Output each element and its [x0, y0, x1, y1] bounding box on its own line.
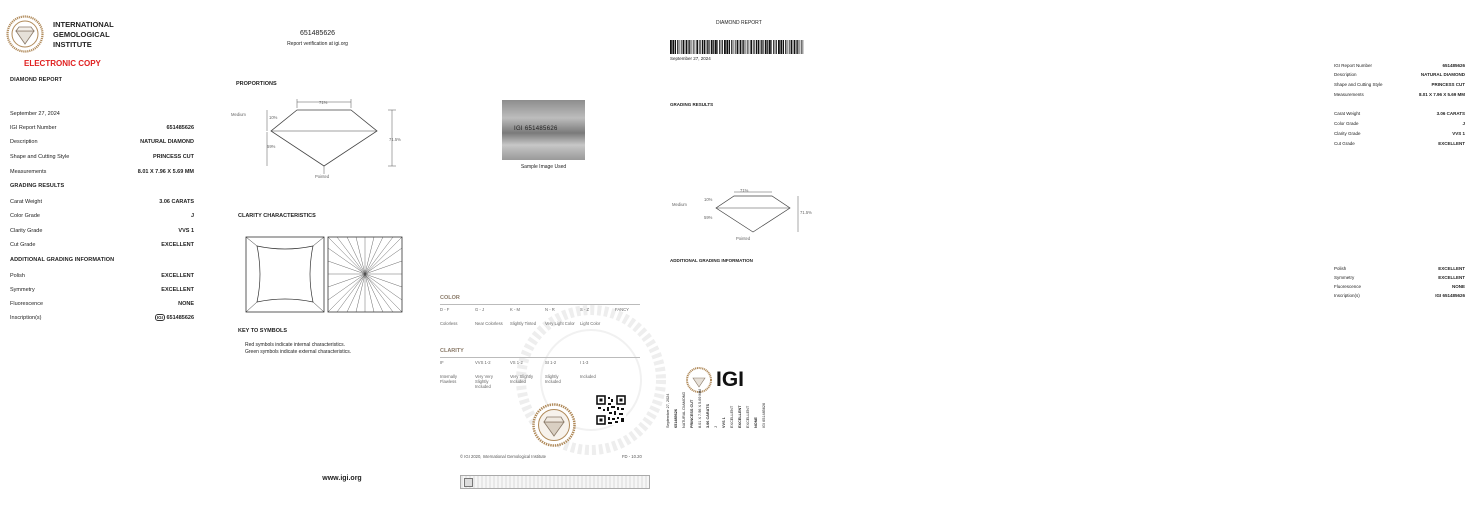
- key-to-symbols-title: KEY TO SYMBOLS: [238, 328, 288, 334]
- right-table-percent: 71%: [740, 188, 749, 193]
- scale-grade: FANCY: [615, 307, 629, 312]
- barcode-bar: [677, 40, 678, 54]
- right-grading-row: [1334, 121, 1465, 128]
- right-girdle-label: Medium: [672, 202, 687, 207]
- row-value: [155, 315, 194, 321]
- right-grading-row: [1334, 111, 1465, 118]
- barcode-bar: [778, 40, 780, 54]
- clarity-characteristics-title: CLARITY CHARACTERISTICS: [238, 213, 316, 219]
- barcode-bar: [765, 40, 767, 54]
- scale-description: Included: [580, 374, 596, 379]
- row-label: Inscription(s): [1334, 293, 1360, 298]
- grading-row: [10, 213, 194, 221]
- org-name-line2: GEMOLOGICAL: [53, 30, 110, 39]
- scale-grade: S - Z: [580, 307, 590, 312]
- scale-description: Near Colorless: [475, 321, 503, 326]
- clarity-plot-pavilion: [327, 236, 403, 313]
- row-label: Clarity Grade: [10, 228, 43, 234]
- rotated-summary-text: PRINCESS CUT: [690, 399, 694, 428]
- scale-grade: I 1-3: [580, 360, 589, 365]
- row-value: NONE: [1451, 284, 1465, 289]
- row-value: VVS 1: [1452, 131, 1465, 136]
- scale-description: Colorless: [440, 321, 458, 326]
- row-label: Inscription(s): [10, 315, 42, 321]
- row-value: EXCELLENT: [1438, 275, 1465, 280]
- right-additional-row: [1334, 293, 1465, 300]
- row-value: EXCELLENT: [1438, 141, 1465, 146]
- barcode-bar: [776, 40, 777, 54]
- website-url: www.igi.org: [322, 475, 362, 482]
- barcode-bar: [717, 40, 718, 54]
- barcode-bar: [729, 40, 730, 54]
- barcode-bar: [747, 40, 748, 54]
- barcode-bar: [681, 40, 682, 54]
- clarity-plot-crown: [245, 236, 325, 313]
- right-info-row: [1334, 72, 1465, 79]
- barcode-bar: [683, 40, 685, 54]
- row-label: Fluorescence: [1334, 284, 1362, 289]
- barcode-bar: [689, 40, 690, 54]
- rotated-summary-text: VVS 1: [722, 417, 726, 428]
- sample-inscription-text: IGI 651485626: [514, 126, 558, 132]
- barcode-bar: [715, 40, 717, 54]
- right-grading-row: [1334, 141, 1465, 148]
- form-code: FD - 10.20: [622, 454, 642, 459]
- barcode-bar: [753, 40, 754, 54]
- row-value: VVS 1: [178, 228, 194, 234]
- pavilion-percent: 59%: [267, 144, 276, 149]
- barcode-bar: [724, 40, 726, 54]
- barcode-bar: [769, 40, 771, 54]
- key-line-green: Green symbols indicate external characteristics.: [245, 349, 352, 355]
- barcode-bar: [743, 40, 744, 54]
- row-value: J: [190, 213, 194, 219]
- barcode-bar: [672, 40, 674, 54]
- igi-seal-logo: [6, 15, 44, 53]
- barcode-bar: [702, 40, 703, 54]
- barcode-bar: [758, 40, 760, 54]
- barcode-bar: [731, 40, 732, 54]
- crown-percent: 10%: [269, 115, 278, 120]
- scale-description: Light Color: [580, 321, 601, 326]
- rotated-summary-text: IGI 651485626: [762, 402, 766, 428]
- barcode-bar: [771, 40, 772, 54]
- additional-row: [10, 301, 194, 309]
- barcode-bar: [692, 40, 693, 54]
- barcode-bar: [713, 40, 714, 54]
- row-label: Shape and Cutting Style: [1334, 82, 1383, 87]
- row-label: Symmetry: [1334, 275, 1355, 280]
- scale-description: Very Very Slightly Included: [475, 374, 493, 389]
- row-label: Color Grade: [1334, 121, 1359, 126]
- barcode-bar: [780, 40, 782, 54]
- row-label: Clarity Grade: [1334, 131, 1361, 136]
- clarity-scale-line: [440, 357, 640, 358]
- right-report-title: DIAMOND REPORT: [716, 20, 762, 26]
- barcode-bar: [693, 40, 694, 54]
- barcode-bar: [688, 40, 689, 54]
- barcode-bar: [707, 40, 708, 54]
- row-value: 651485626: [166, 125, 194, 131]
- scale-grade: IF: [440, 360, 444, 365]
- grading-row: [10, 228, 194, 236]
- grading-row: [10, 199, 194, 207]
- barcode-bar: [756, 40, 757, 54]
- report-title: DIAMOND REPORT: [10, 77, 63, 83]
- barcode-bar: [726, 40, 728, 54]
- row-value: 3.06 CARATS: [1436, 111, 1465, 116]
- igi-logo-text: IGI: [716, 368, 745, 391]
- info-row: [10, 154, 194, 162]
- right-additional-title: ADDITIONAL GRADING INFORMATION: [670, 258, 753, 263]
- barcode-bar: [708, 40, 709, 54]
- scale-grade: SI 1-2: [545, 360, 557, 365]
- row-value: 8.01 X 7.96 X 5.69 MM: [137, 169, 194, 175]
- key-line-red: Red symbols indicate internal characteristics.: [245, 342, 346, 348]
- scale-description: Slightly Included: [545, 374, 561, 384]
- culet-label: Pointed: [315, 174, 330, 179]
- row-value: NATURAL DIAMOND: [140, 139, 194, 145]
- barcode-bar: [742, 40, 743, 54]
- left-panel: [0, 0, 205, 506]
- inscription-number: 651485626: [166, 315, 194, 321]
- row-label: Description: [1334, 72, 1357, 77]
- barcode-bar: [735, 40, 736, 54]
- row-label: Carat Weight: [10, 199, 42, 205]
- right-grading-title: GRADING RESULTS: [670, 102, 714, 107]
- row-label: Description: [10, 139, 38, 145]
- right-info-row: [1334, 82, 1465, 89]
- right-depth-percent: 71.5%: [800, 210, 812, 215]
- scales-panel: [436, 285, 658, 500]
- row-label: Measurements: [1334, 92, 1364, 97]
- row-label: Cut Grade: [1334, 141, 1355, 146]
- depth-percent: 71.5%: [389, 137, 401, 142]
- rotated-summary-text: EXCELLENT: [738, 405, 742, 428]
- scale-description: Internally Flawless: [440, 374, 457, 384]
- rotated-summary-text: September 27, 2024: [666, 393, 670, 428]
- row-value: 651485626: [1442, 63, 1465, 68]
- inscription-prefix: IGI: [156, 315, 163, 320]
- qr-code: [596, 395, 626, 425]
- barcode-bar: [761, 40, 762, 54]
- row-value: EXCELLENT: [161, 273, 194, 279]
- row-value: PRINCESS CUT: [153, 154, 194, 160]
- electronic-copy-label: ELECTRONIC COPY: [24, 59, 101, 68]
- barcode-bar: [750, 40, 752, 54]
- info-row: [10, 169, 194, 177]
- barcode-bar: [796, 40, 797, 54]
- barcode-bar: [767, 40, 768, 54]
- report-number-top: 651485626: [299, 30, 336, 37]
- barcode-bar: [740, 40, 742, 54]
- barcode-bar: [788, 40, 789, 54]
- barcode-bar: [746, 40, 747, 54]
- rotated-summary-text: EXCELLENT: [746, 405, 750, 428]
- row-value: 3.06 CARATS: [159, 199, 194, 205]
- row-value: PRINCESS CUT: [1431, 82, 1465, 87]
- barcode-bar: [670, 40, 672, 54]
- rotated-summary: [664, 389, 824, 488]
- row-value: NATURAL DIAMOND: [1420, 72, 1465, 77]
- scale-grade: VS 1-2: [510, 360, 523, 365]
- scale-description: Very Slightly Included: [510, 374, 534, 384]
- barcode-bar: [801, 40, 802, 54]
- girdle-label: Medium: [231, 112, 246, 117]
- security-strip: [460, 475, 650, 489]
- scale-grade: D - F: [440, 307, 450, 312]
- scale-grade: G - J: [475, 307, 485, 312]
- row-value: NONE: [178, 301, 194, 307]
- barcode-bar: [695, 40, 696, 54]
- barcode-bar: [696, 40, 698, 54]
- right-panel: [664, 0, 1465, 506]
- scale-grade: K - M: [510, 307, 521, 312]
- barcode-bar: [785, 40, 786, 54]
- clarity-scale-title: CLARITY: [440, 348, 464, 354]
- scale-description: Slightly Tinted: [510, 321, 537, 326]
- barcode-bar: [773, 40, 774, 54]
- org-name-line3: INSTITUTE: [53, 40, 92, 49]
- table-percent: 71%: [319, 100, 328, 105]
- verification-text: Report verification at igi.org: [287, 41, 348, 47]
- barcode-bar: [800, 40, 801, 54]
- right-additional-row: [1334, 266, 1465, 273]
- row-value: EXCELLENT: [161, 287, 194, 293]
- sample-inscription-image: [502, 100, 585, 160]
- barcode-bar: [699, 40, 700, 54]
- row-label: Fluorescence: [10, 301, 44, 307]
- row-label: IGI Report Number: [10, 125, 57, 131]
- barcode-bar: [704, 40, 706, 54]
- scale-grade: VVS 1-2: [475, 360, 491, 365]
- right-grading-row: [1334, 131, 1465, 138]
- color-scale-line: [440, 304, 640, 305]
- right-info-row: [1334, 92, 1465, 99]
- rotated-summary-text: NATURAL DIAMOND: [682, 391, 686, 428]
- scale-description: Very Light Color: [545, 321, 575, 326]
- right-additional-row: [1334, 275, 1465, 282]
- additional-row: [10, 287, 194, 295]
- grading-row: [10, 242, 194, 250]
- row-label: Shape and Cutting Style: [10, 154, 70, 160]
- row-label: IGI Report Number: [1334, 63, 1373, 68]
- additional-info-title: ADDITIONAL GRADING INFORMATION: [10, 257, 115, 263]
- grading-results-title: GRADING RESULTS: [10, 183, 65, 189]
- rotated-summary-text: 8.01 X 7.96 X 5.69 MM: [698, 389, 702, 428]
- barcode-bar: [789, 40, 790, 54]
- barcode-bar: [680, 40, 681, 54]
- row-value: EXCELLENT: [161, 242, 194, 248]
- scale-grade: N - R: [545, 307, 555, 312]
- row-value: IGI 651485626: [1435, 293, 1465, 298]
- info-row: [10, 139, 194, 147]
- barcode-bar: [762, 40, 763, 54]
- row-label: Color Grade: [10, 213, 40, 219]
- barcode-bar: [791, 40, 793, 54]
- igi-gold-seal: [532, 403, 576, 447]
- right-additional-row: [1334, 284, 1465, 291]
- row-label: Cut Grade: [10, 242, 36, 248]
- row-label: Polish: [10, 273, 25, 279]
- additional-row: [10, 315, 194, 323]
- rotated-summary-text: NONE: [754, 417, 758, 428]
- barcode-bar: [803, 40, 804, 54]
- row-label: Carat Weight: [1334, 111, 1361, 116]
- barcode-bar: [783, 40, 784, 54]
- rotated-summary-text: 3.06 CARATS: [706, 404, 710, 428]
- security-icon: [464, 478, 473, 487]
- proportions-title: PROPORTIONS: [236, 81, 277, 87]
- barcode: [670, 40, 806, 54]
- row-value: J: [1462, 121, 1465, 126]
- right-crown-percent: 10%: [704, 197, 713, 202]
- row-value: 8.01 X 7.96 X 5.69 MM: [1418, 92, 1465, 97]
- row-label: Symmetry: [10, 287, 35, 293]
- row-label: Polish: [1334, 266, 1347, 271]
- barcode-bar: [794, 40, 796, 54]
- barcode-bar: [749, 40, 750, 54]
- color-scale-title: COLOR: [440, 295, 460, 301]
- info-row: [10, 125, 194, 133]
- row-label: Measurements: [10, 169, 47, 175]
- rotated-summary-text: EXCELLENT: [730, 405, 734, 428]
- right-proportions-diagram: [694, 188, 804, 240]
- proportions-diagram: [227, 96, 407, 184]
- barcode-bar: [686, 40, 688, 54]
- barcode-bar: [797, 40, 798, 54]
- right-culet-label: Pointed: [736, 236, 751, 241]
- copyright-text: © IGI 2020, International Gemological Institute: [460, 454, 546, 459]
- barcode-bar: [722, 40, 723, 54]
- barcode-bar: [734, 40, 735, 54]
- additional-row: [10, 273, 194, 281]
- middle-panel: [205, 0, 430, 506]
- row-value: EXCELLENT: [1438, 266, 1465, 271]
- barcode-bar: [675, 40, 676, 54]
- org-name-line1: INTERNATIONAL: [53, 20, 114, 29]
- barcode-bar: [737, 40, 739, 54]
- barcode-bar: [711, 40, 713, 54]
- rotated-summary-text: 651485626: [674, 408, 678, 428]
- right-report-date: September 27, 2024: [670, 56, 711, 61]
- barcode-bar: [719, 40, 720, 54]
- right-info-row: [1334, 63, 1465, 70]
- report-date: September 27, 2024: [10, 111, 60, 117]
- sample-image-caption: Sample Image Used: [520, 164, 567, 170]
- rotated-summary-text: J: [714, 426, 718, 428]
- right-pavilion-percent: 59%: [704, 215, 713, 220]
